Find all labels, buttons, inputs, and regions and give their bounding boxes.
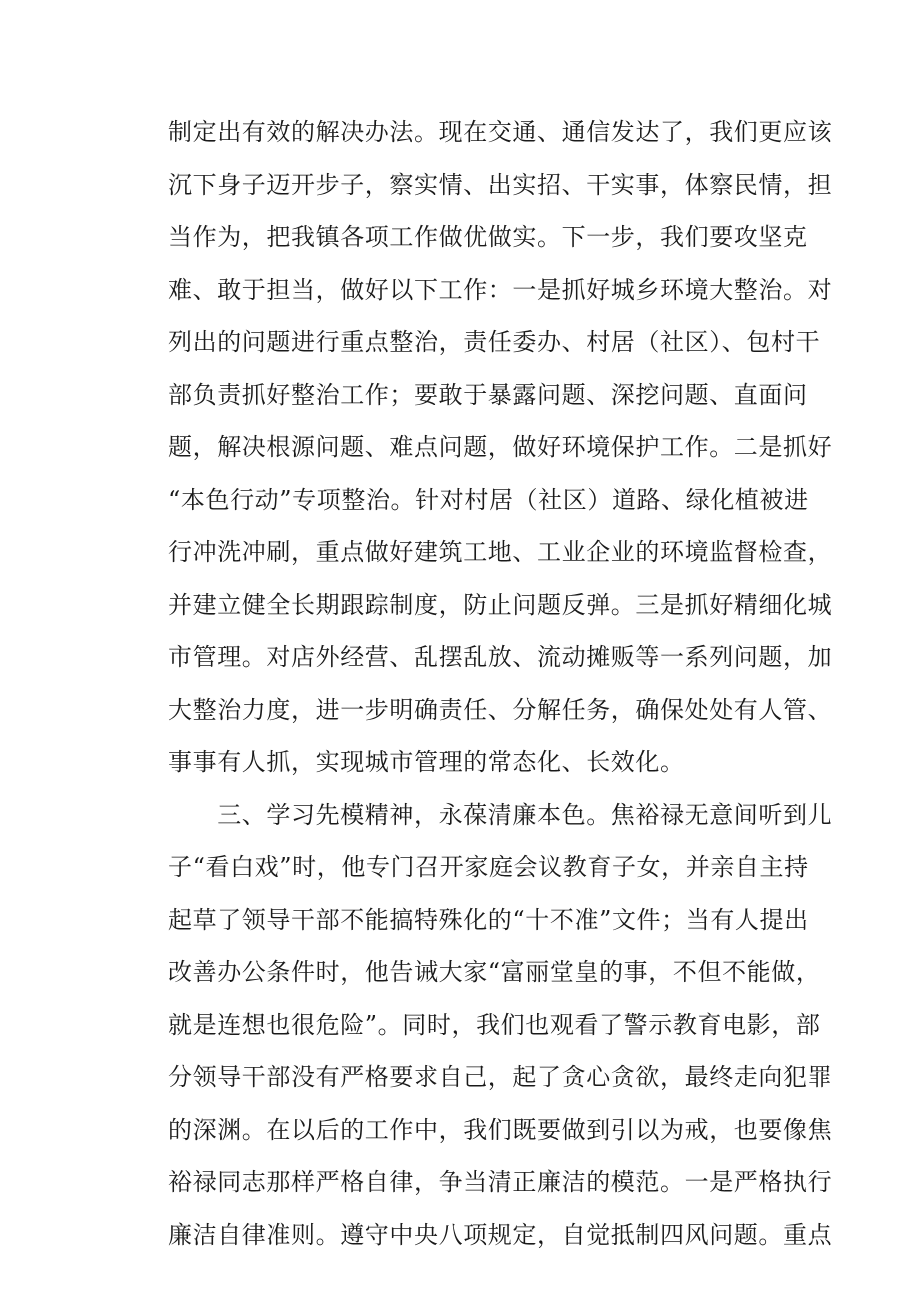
- text-line: 改善办公条件时，他告诫大家“富丽堂皇的事，不但不能做，: [168, 958, 821, 986]
- text-line: 三、学习先模精神，永葆清廉本色。焦裕禄无意间听到儿: [168, 800, 833, 829]
- text-line: 事事有人抓，实现城市管理的常态化、长效化。: [168, 748, 685, 776]
- text-line: 难、敢于担当，做好以下工作：一是抓好城乡环境大整治。对: [168, 275, 833, 304]
- text-line: 廉洁自律准则。遵守中央八项规定，自觉抵制四风问题。重点: [168, 1220, 833, 1249]
- text-line: 就是连想也很危险”。同时，我们也观看了警示教育电影，部: [168, 1010, 821, 1039]
- text-line: 部负责抓好整治工作；要敢于暴露问题、深挖问题、直面问: [168, 380, 808, 409]
- text-line: 题，解决根源问题、难点问题，做好环境保护工作。二是抓好: [168, 433, 833, 461]
- text-line: 列出的问题进行重点整治，责任委办、村居（社区）、包村干: [168, 328, 821, 356]
- text-line: 制定出有效的解决办法。现在交通、通信发达了，我们更应该: [168, 118, 833, 146]
- text-line: “本色行动”专项整治。针对村居（社区）道路、绿化植被进: [168, 485, 809, 514]
- text-line: 分领导干部没有严格要求自己，起了贪心贪欲，最终走向犯罪: [168, 1063, 833, 1091]
- text-line: 起草了领导干部不能搞特殊化的“十不准”文件；当有人提出: [168, 905, 809, 934]
- document-body: [168, 106, 833, 1261]
- text-line: 市管理。对店外经营、乱摆乱放、流动摊贩等一系列问题，加: [168, 643, 833, 671]
- text-line: 的深渊。在以后的工作中，我们既要做到引以为戒，也要像焦: [168, 1115, 833, 1144]
- text-line: 大整治力度，进一步明确责任、分解任务，确保处处有人管、: [168, 695, 833, 724]
- text-line: 当作为，把我镇各项工作做优做实。下一步，我们要攻坚克: [168, 223, 808, 251]
- text-line: 并建立健全长期跟踪制度，防止问题反弹。三是抓好精细化城: [168, 590, 833, 619]
- text-line: 沉下身子迈开步子，察实情、出实招、干实事，体察民情，担: [168, 170, 833, 199]
- text-line: 行冲洗冲刷，重点做好建筑工地、工业企业的环境监督检查，: [168, 538, 833, 566]
- text-line: 裕禄同志那样严格自律，争当清正廉洁的模范。一是严格执行: [168, 1168, 833, 1196]
- text-line: 子“看白戏”时，他专门召开家庭会议教育子女，并亲自主持: [168, 853, 809, 881]
